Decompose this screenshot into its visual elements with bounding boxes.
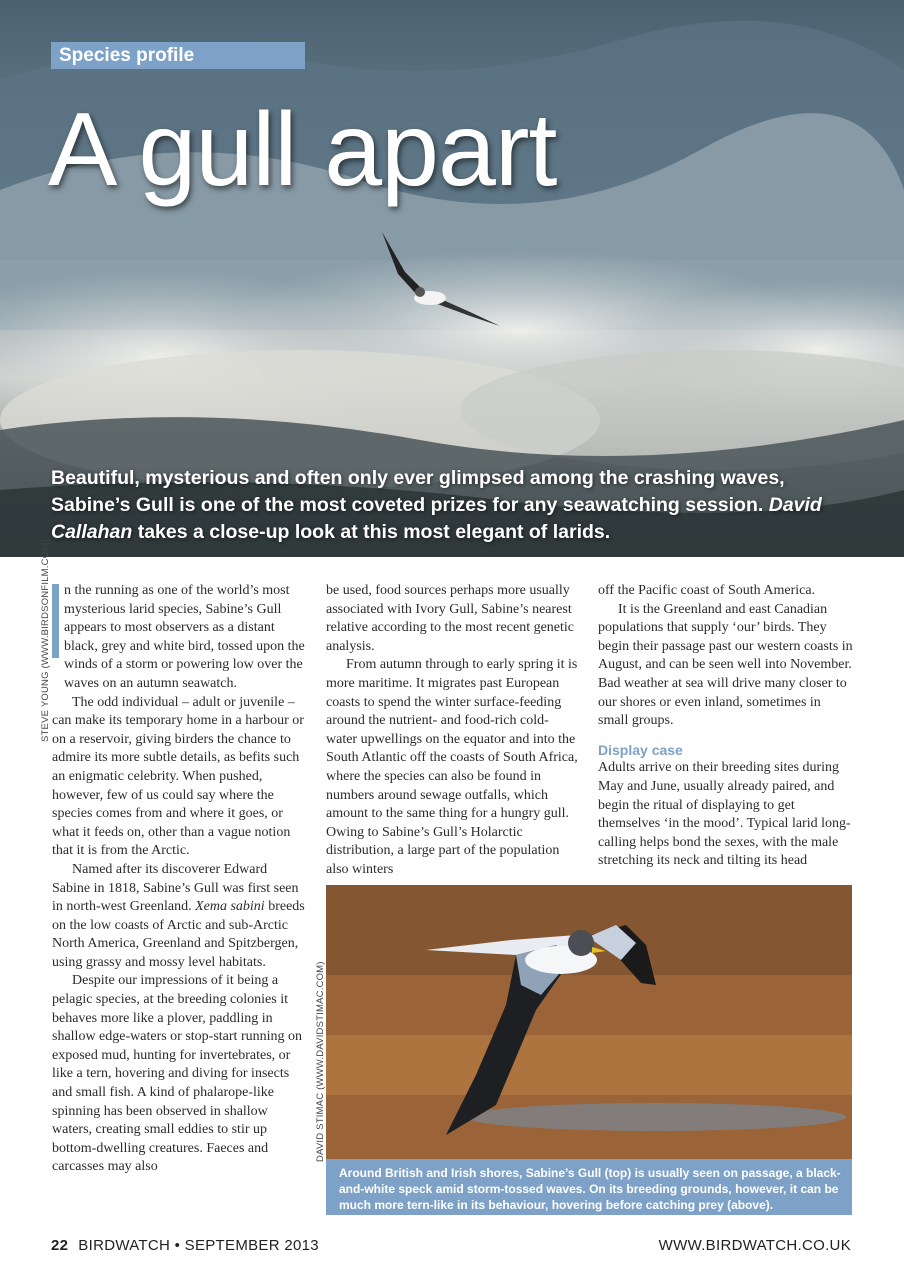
hero-photo-credit: STEVE YOUNG (WWW.BIRDSONFILM.COM)	[40, 539, 51, 742]
body-paragraph: be used, food sources perhaps more usually associated with Ivory Gull, Sabine’s nearest relative according to the most recent genetic analysis.	[326, 583, 575, 654]
body-paragraph: n the running as one of the world’s most mysterious larid species, Sabine’s Gull appears to most observers as a distant black, grey and white bird, tossed upon the winds of a storm or powering low over the waves on an autumn seawatch.	[64, 583, 305, 691]
body-paragraph: off the Pacific coast of South America.	[598, 583, 816, 598]
latin-name: Xema sabini	[195, 899, 265, 915]
photo-caption: Around British and Irish shores, Sabine’s Gull (top) is usually seen on passage, a black-and-white speck amid storm-tossed waves. On its breeding grounds, however, it can be much more tern-like in its behaviour, hovering before catching prey (above).	[326, 1159, 852, 1215]
standfirst-author: David Callahan	[51, 494, 822, 543]
body-paragraph: The odd individual – adult or juvenile – can make its temporary home in a harbour or on a reservoir, giving birders the chance to admire its more subtle details, as befits such an enigmatic celebrity. When pushed, however, few of us could say where the species comes from and where it goes, or what it feeds on, other than a vague notion that it is from the Arctic.	[52, 694, 304, 859]
second-photo-credit: DAVID STIMAC (WWW.DAVIDSTIMAC.COM)	[315, 961, 326, 1162]
publication-line: BIRDWATCH • SEPTEMBER 2013	[78, 1237, 319, 1254]
standfirst-lead: Beautiful, mysterious and often only ever glimpsed among the crashing waves, Sabine’s Gull is one of the most coveted prizes for any seawatching session.	[51, 467, 785, 516]
column-3	[598, 582, 854, 871]
standfirst	[51, 465, 851, 546]
body-paragraph: Named after its discoverer Edward Sabine in 1818, Sabine’s Gull was first seen in north-west Greenland. Xema sabini breeds on the low coasts of Arctic and sub-Arctic North America, Greenland and Spitzbergen, using grassy and mossy level habitats.	[52, 861, 305, 970]
page-number: 22	[51, 1237, 69, 1254]
footer-folio	[51, 1237, 319, 1254]
body-paragraph: Despite our impressions of it being a pelagic species, at the breeding colonies it behaves more like a plover, paddling in shallow edge-waters or stop-start running on exposed mud, hunting for invertebrates, or like a tern, hovering and diving for insects and small fish. A kind of phalarope-like spinning has been observed in shallow waters, creating small eddies to stir up bottom-dwelling creatures. Faeces and carcasses may also	[52, 973, 302, 1175]
headline: A gull apart	[48, 92, 557, 208]
gull-hovering-image	[326, 885, 852, 1159]
body-paragraph: From autumn through to early spring it is more maritime. It migrates past European coasts to spend the winter surface-feeding around the nutrient- and food-rich cold-water upwellings on the equator and into the South Atlantic off the coasts of South Africa, where the species can also be found in numbers around sewage outfalls, which amount to the same thing for a hungry gull. Owing to Sabine’s Gull’s Holarctic distribution, a large part of the population also winters	[326, 657, 578, 877]
body-paragraph: It is the Greenland and east Canadian populations that supply ‘our’ birds. They begin their passage past our western coasts in August, and can be seen well into November. Bad weather at sea will drive many closer to our shores or even inland, sometimes in small groups.	[598, 601, 853, 729]
subheading: Display case	[598, 741, 683, 758]
section-tag: Species profile	[51, 42, 305, 69]
standfirst-tail: takes a close-up look at this most elegant of larids.	[137, 521, 611, 543]
website-link[interactable]: WWW.BIRDWATCH.CO.UK	[658, 1237, 851, 1254]
column-1	[52, 582, 306, 1177]
body-paragraph: Adults arrive on their breeding sites during May and June, usually already paired, and begin the ritual of displaying to get themselves ‘in the mood’. Typical larid long-calling helps bond the sexes, with the male stretching its neck and tilting its head	[598, 760, 851, 869]
column-2	[326, 582, 578, 880]
gull-hovering-photo	[326, 885, 852, 1159]
